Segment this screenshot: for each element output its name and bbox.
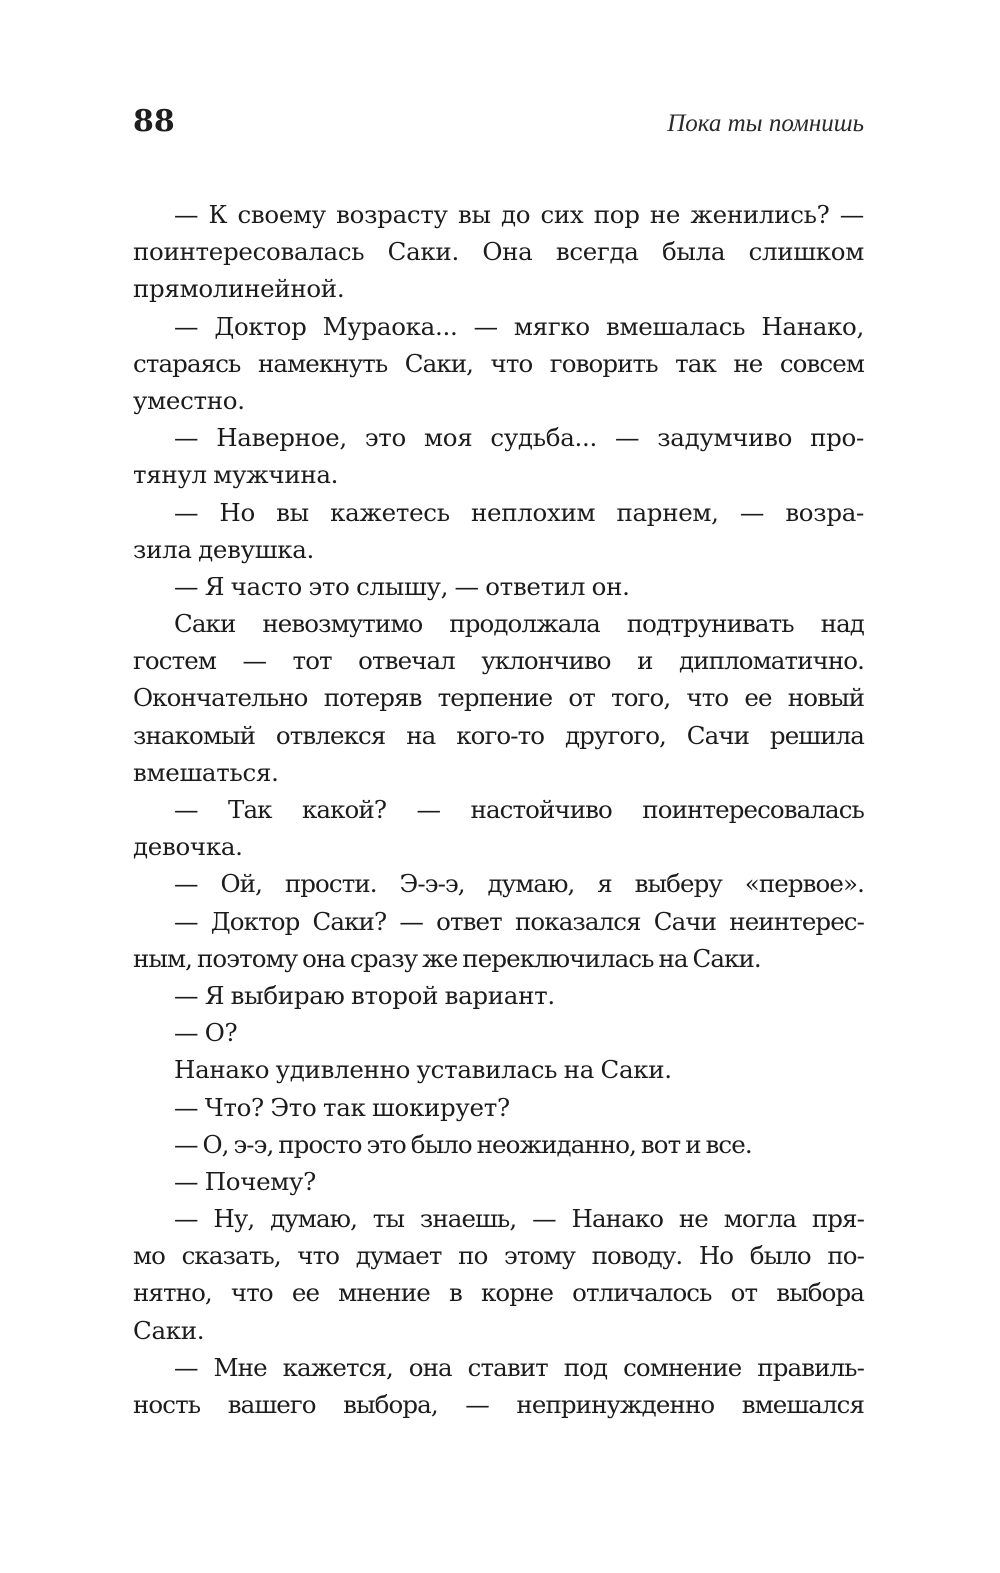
text-line: — О, э-э, просто это было неожиданно, вот и все. <box>174 1129 752 1159</box>
text-line: — Я выбираю второй вариант. <box>174 980 555 1010</box>
text-line: Нанако удивленно уставилась на Саки. <box>174 1055 672 1085</box>
text-line: вмешаться. <box>133 757 279 787</box>
text-line: знакомый отвлекся на кого-то другого, Сачи решила <box>133 720 864 750</box>
text-line: — Но вы кажетесь неплохим парнем, — возра- <box>174 497 864 527</box>
text-line: — Так какой? — настойчиво поинтересовалась <box>174 795 864 824</box>
text-line: — Наверное, это моя судьба... — задумчиво про- <box>174 423 864 453</box>
text-line: — Что? Это так шокирует? <box>174 1092 510 1122</box>
text-line: тянул мужчина. <box>133 460 339 490</box>
text-line: девочка. <box>133 832 243 862</box>
text-line: мо сказать, что думает по этому поводу. Но было по- <box>133 1241 864 1271</box>
text-line: — К своему возрасту вы до сих пор не женились? — <box>174 200 864 229</box>
text-line: ность вашего выбора, — непринужденно вмешался <box>133 1390 864 1419</box>
text-line: — Мне кажется, она ставит под сомнение правиль- <box>174 1352 864 1382</box>
text-line: — Почему? <box>174 1166 317 1196</box>
text-line: — Ой, прости. Э-э-э, думаю, я выберу «первое». <box>174 869 864 899</box>
text-line: Саки. <box>133 1315 205 1345</box>
page-header <box>133 98 864 148</box>
text-line: поинтересовалась Саки. Она всегда была слишком <box>133 237 864 267</box>
text-line: зила девушка. <box>133 534 315 564</box>
text-line: гостем — тот отвечал уклончиво и дипломатично. <box>133 646 864 676</box>
text-line: — Доктор Саки? — ответ показался Сачи неинтерес- <box>174 906 864 936</box>
text-line: ным, поэтому она сразу же переключилась на Саки. <box>133 943 761 973</box>
text-line: — Доктор Мураока... — мягко вмешалась Нанако, <box>174 311 864 341</box>
text-line: Саки невозмутимо продолжала подтрунивать над <box>174 609 864 639</box>
text-line: — О? <box>174 1018 238 1048</box>
body-text <box>133 196 864 1423</box>
text-line: прямолинейной. <box>133 274 345 304</box>
text-line: Окончательно потеряв терпение от того, что ее новый <box>133 683 864 713</box>
text-line: — Я часто это слышу, — ответил он. <box>174 571 630 601</box>
text-line: нятно, что ее мнение в корне отличалось от выбора <box>133 1278 864 1308</box>
text-line: уместно. <box>133 385 245 415</box>
text-line: стараясь намекнуть Саки, что говорить так не совсем <box>133 348 864 378</box>
running-title: Пока ты помнишь <box>667 110 864 137</box>
text-line: — Ну, думаю, ты знаешь, — Нанако не могла пря- <box>174 1204 864 1234</box>
page-number: 88 <box>133 104 175 139</box>
